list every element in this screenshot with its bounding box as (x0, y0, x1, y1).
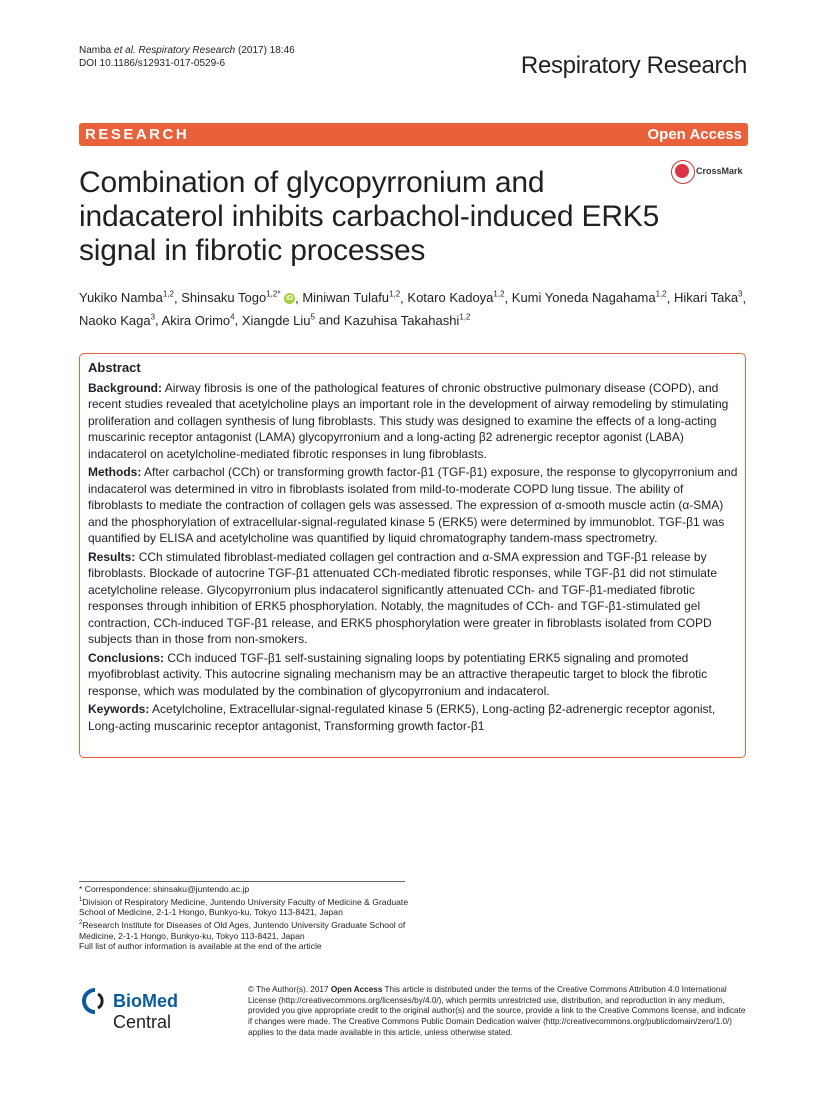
cite-journal: Respiratory Research (138, 45, 236, 56)
footnote-divider (79, 881, 405, 882)
crossmark-icon (671, 160, 695, 184)
cite-authors: Namba (79, 45, 112, 56)
crossmark-badge[interactable] (671, 160, 751, 184)
cite-etal: et al. (114, 45, 136, 56)
citation-block (79, 44, 295, 70)
cite-year: (2017) 18:46 (238, 45, 295, 56)
author-list: Yukiko Namba$^{1,2}$, Shinsaku Togo$^{1,2*}$ iD , Miniwan Tulafu$^{1,2}$, Kotaro Kadoya$^{1,2}$, Kumi Yoneda Nagahama$^{1,2}$, Hikari Taka$^3$, Naoko Kaga$^3$, Akira Orimo$^4$, Xiangde Liu$^5$ and Kazuhisa Takahashi$^{1,2}$ (79, 290, 747, 328)
open-access-bold: Open Access (330, 985, 383, 994)
authors-and: and (318, 312, 341, 328)
abstract-results: Results: CCh stimulated fibroblast-mediated collagen gel contraction and α-SMA expression and TGF-β1 release by fibroblasts. Blockade of autocrine TGF-β1 attenuated CCh-mediated fibrotic responses, while TGF-β1 did not stimulate acetylcholine release. Glycopyrronium plus indacaterol significantly attenuated CCh- and TGF-β1-mediated fibrotic responses through inhibition of ERK5 phosphorylation. Notably, the magnitudes of CCh- and TGF-β1-stimulated gel contraction, CCh-induced TGF-β1 release, and ERK5 phosphorylation were greater in fibroblasts isolated from COPD subjects than in those from non-smokers. (88, 549, 717, 646)
biomed-central-icon (79, 987, 107, 1015)
abstract-methods: Methods: After carbachol (CCh) or transforming growth factor-β1 (TGF-β1) exposure, the response to glycopyrronium and indacaterol was determined in vitro in fibroblasts isolated from mild-to-moderate COPD lung tissue. The ability of fibroblasts to mediate the contraction of collagen gels was assessed. The expression of α-smooth muscle actin (α-SMA) and the phosphorylation of extracellular-signal-regulated kinase 5 (ERK5) were determined by immunoblot. TGF-β1 was quantified by ELISA and acetylcholine was quantified by liquid chromatography tandem-mass spectrometry. (88, 465, 738, 545)
title-line: signal in fibrotic processes (79, 234, 426, 267)
abstract-heading: Abstract (88, 360, 141, 375)
article-type-label: RESEARCH (85, 126, 190, 143)
author: Naoko Kaga$^3$ (79, 312, 156, 328)
author: Hikari Taka$^3$ (673, 290, 743, 306)
publisher-logo (79, 987, 239, 1032)
footnotes (79, 884, 409, 952)
author: Yukiko Namba$^{1,2}$ (79, 290, 174, 306)
crossmark-label: CrossMark (696, 166, 743, 176)
abstract-box (79, 353, 746, 758)
publisher-name: BioMed Central (113, 991, 178, 1032)
full-list-note: Full list of author information is available at the end of the article (79, 941, 322, 952)
author: Miniwan Tulafu$^{1,2}$ (302, 290, 401, 306)
author: Shinsaku Togo$^{1,2*}$ (181, 290, 281, 306)
affiliation-2: $^2$Research Institute for Diseases of Old Ages, Juntendo University Graduate School of Medicine, 2-1-1 Hongo, Bunkyo-ku, Tokyo 113-8421, Japan (79, 919, 406, 941)
affiliation-1: $^1$Division of Respiratory Medicine, Juntendo University Faculty of Medicine & Graduate School of Medicine, 2-1-1 Hongo, Bunkyo-ku, Tokyo 113-8421, Japan (79, 896, 409, 918)
license-text: © The Author(s). 2017 Open Access This article is distributed under the terms of the Creative Commons Attribution 4.0 International License (http://creativecommons.org/licenses/by/4.0/), which permits unrestricted use, distribution, and reproduction in any medium, provided you give appropriate credit to the original author(s) and the source, provide a link to the Creative Commons license, and indicate if changes were made. The Creative Commons Public Domain Dedication waiver (http://creativecommons.org/publicdomain/zero/1.0/) applies to the data made available in this article, unless otherwise stated. (248, 985, 746, 1037)
title-line: Combination of glycopyrronium and (79, 166, 545, 199)
open-access-label: Open Access (647, 126, 742, 143)
correspondence[interactable]: * Correspondence: shinsaku@juntendo.ac.jp (79, 884, 250, 894)
article-title (79, 166, 679, 268)
abstract-conclusions: Conclusions: CCh induced TGF-β1 self-sustaining signaling loops by potentiating ERK5 signaling and promoted myofibroblast activity. This autocrine signaling mechanism may be an attractive therapeutic target to block the fibrotic response, which was modulated by the combination of glycopyrronium and indacaterol. (88, 650, 708, 698)
article-type-banner (79, 123, 748, 146)
doi[interactable]: DOI 10.1186/s12931-017-0529-6 (79, 58, 226, 69)
journal-name: Respiratory Research (520, 52, 747, 79)
author: Kazuhisa Takahashi$^{1,2}$ (343, 312, 471, 328)
author: Xiangde Liu$^5$ (241, 312, 315, 328)
title-line: indacaterol inhibits carbachol-induced ERK5 (79, 200, 660, 233)
author: Kotaro Kadoya$^{1,2}$ (407, 290, 505, 306)
abstract-background: Background: Airway fibrosis is one of the pathological features of chronic obstructive pulmonary disease (COPD), and recent studies revealed that acetylcholine plays an important role in the development of airway remodeling by stimulating proliferation and collagen synthesis of lung fibroblasts. This study was designed to examine the effects of a long-acting muscarinic receptor antagonist (LAMA) glycopyrronium and a long-acting β2 adrenergic receptor agonist (LABA) indacaterol on acetylcholine-mediated fibrotic responses in lung fibroblasts. (88, 380, 729, 461)
author: Kumi Yoneda Nagahama$^{1,2}$ (511, 290, 667, 306)
orcid-icon[interactable]: iD (286, 295, 294, 303)
abstract-keywords: Keywords: Acetylcholine, Extracellular-signal-regulated kinase 5 (ERK5), Long-acting β2-adrenergic receptor agonist, Long-acting muscarinic receptor antagonist, Transforming growth factor-β1 (88, 702, 716, 733)
author: Akira Orimo$^4$ (161, 312, 235, 328)
